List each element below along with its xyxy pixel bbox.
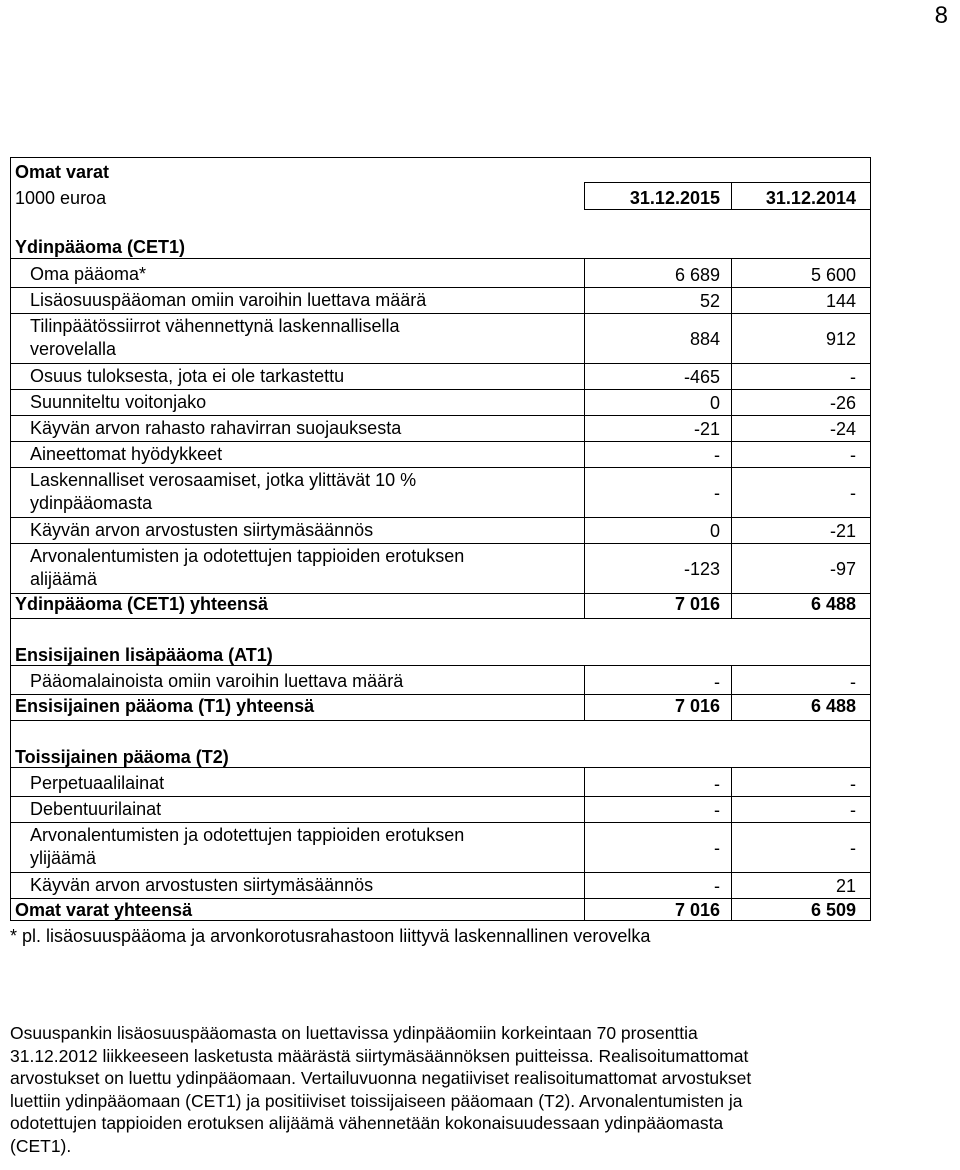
grand-total-value-2015: 7 016: [674, 900, 720, 920]
row-label-continued: alijäämä: [30, 569, 98, 589]
row-label: Laskennalliset verosaamiset, jotka ylittävät 10 %: [30, 470, 417, 490]
table-rule: [10, 822, 871, 823]
row-label-continued: ydinpääomasta: [30, 493, 153, 513]
row-value-2014: -21: [829, 521, 856, 541]
row-label: Käyvän arvon rahasto rahavirran suojauksesta: [30, 418, 402, 438]
row-value-2014: -: [850, 838, 856, 858]
table-rule: [731, 767, 732, 921]
page-number: 8: [934, 2, 948, 29]
row-value-2014: -: [850, 672, 856, 692]
note-line: Osuuspankin lisäosuuspääomasta on luettavissa ydinpääomiin korkeintaan 70 prosenttia: [10, 1023, 698, 1043]
total-value-t1-2014: 6 488: [810, 696, 856, 716]
table-rule: [10, 665, 871, 666]
table-rule: [10, 767, 871, 768]
footnote: * pl. lisäosuuspääoma ja arvonkorotusrahastoon liittyvä laskennallinen verovelka: [10, 926, 651, 946]
table-rule: [731, 258, 732, 618]
note-line: 31.12.2012 liikkeeseen lasketusta määrästä siirtymäsäännöksen puitteissa. Realisoitumattomat: [10, 1045, 749, 1066]
table-rule: [10, 363, 871, 364]
row-value-2015: -: [714, 774, 720, 794]
grand-total-value-2014: 6 509: [810, 900, 856, 920]
section-heading-at1: Ensisijainen lisäpääoma (AT1): [15, 645, 273, 665]
table-rule: [10, 618, 871, 619]
row-value-2014: -: [850, 774, 856, 794]
row-value-2014: -24: [829, 419, 856, 439]
table-rule: [10, 720, 871, 721]
row-value-2014: -: [850, 800, 856, 820]
row-label: Arvonalentumisten ja odotettujen tappioiden erotuksen: [30, 546, 465, 566]
row-label: Pääomalainoista omiin varoihin luettava määrä: [30, 671, 404, 691]
row-label: Oma pääoma*: [30, 264, 147, 284]
table-title: Omat varat: [15, 162, 110, 182]
row-label: Lisäosuuspääoman omiin varoihin luettava määrä: [30, 290, 427, 310]
row-value-2015: -: [714, 876, 720, 896]
section-heading-t2: Toissijainen pääoma (T2): [15, 747, 229, 767]
table-rule: [584, 258, 585, 618]
total-label-cet1: Ydinpääoma (CET1) yhteensä: [15, 594, 269, 614]
row-value-2014: 21: [835, 876, 856, 896]
total-value-t1-2015: 7 016: [674, 696, 720, 716]
row-label: Tilinpäätössiirrot vähennettynä laskennallisella: [30, 316, 400, 336]
row-value-2015: -: [714, 838, 720, 858]
table-rule: [584, 767, 585, 921]
unit-label: 1000 euroa: [15, 188, 107, 208]
row-value-2014: 5 600: [810, 265, 856, 285]
row-label: Perpetuaalilainat: [30, 773, 165, 793]
note-line: luettiin ydinpääomaan (CET1) ja positiiviset toissijaiseen pääomaan (T2). Arvonalentumisten ja: [10, 1090, 743, 1111]
note-line: odotettujen tappioiden erotuksen alijäämä vähennetään kokonaisuudessaan ydinpääomasta: [10, 1113, 724, 1133]
table-rule: [10, 389, 871, 390]
total-label-t1: Ensisijainen pääoma (T1) yhteensä: [15, 696, 315, 716]
row-value-2015: 6 689: [674, 265, 720, 285]
row-label: Aineettomat hyödykkeet: [30, 444, 223, 464]
row-value-2015: -: [714, 445, 720, 465]
row-label-continued: verovelalla: [30, 339, 117, 359]
row-value-2014: 144: [825, 291, 856, 311]
column-header-2015: 31.12.2015: [629, 188, 720, 208]
note-line: (CET1).: [10, 1135, 72, 1156]
grand-total-label: Omat varat yhteensä: [15, 900, 193, 920]
table-rule: [10, 467, 871, 468]
row-value-2015: -123: [683, 559, 720, 579]
section-heading-cet1: Ydinpääoma (CET1): [15, 237, 186, 257]
table-rule: [10, 543, 871, 544]
row-value-2015: 884: [689, 329, 720, 349]
table-rule: [10, 287, 871, 288]
table-rule: [10, 872, 871, 873]
row-value-2015: -: [714, 800, 720, 820]
row-label: Käyvän arvon arvostusten siirtymäsäännös: [30, 875, 374, 895]
row-value-2015: 0: [709, 393, 720, 413]
row-value-2014: -: [850, 367, 856, 387]
total-value-cet1-2014: 6 488: [810, 594, 856, 614]
row-value-2014: -97: [829, 559, 856, 579]
row-label: Arvonalentumisten ja odotettujen tappioiden erotuksen: [30, 825, 465, 845]
table-rule: [10, 415, 871, 416]
table-rule: [10, 441, 871, 442]
row-value-2014: -: [850, 483, 856, 503]
row-value-2014: -: [850, 445, 856, 465]
row-label: Debentuurilainat: [30, 799, 162, 819]
row-label-continued: ylijäämä: [30, 848, 97, 868]
row-value-2015: -: [714, 483, 720, 503]
row-value-2015: -21: [693, 419, 720, 439]
table-rule: [10, 796, 871, 797]
row-value-2015: 0: [709, 521, 720, 541]
row-label: Käyvän arvon arvostusten siirtymäsäännös: [30, 520, 374, 540]
row-value-2015: -465: [683, 367, 720, 387]
row-value-2015: -: [714, 672, 720, 692]
explanatory-note: [10, 1022, 940, 1157]
row-value-2015: 52: [699, 291, 720, 311]
table-rule: [10, 517, 871, 518]
table-rule: [10, 313, 871, 314]
total-value-cet1-2015: 7 016: [674, 594, 720, 614]
table-rule: [10, 258, 871, 259]
row-value-2014: 912: [825, 329, 856, 349]
row-value-2014: -26: [829, 393, 856, 413]
note-line: arvostukset on luettu ydinpääomaan. Vertailuvuonna negatiiviset realisoitumattomat arvostukset: [10, 1068, 752, 1088]
row-label: Suunniteltu voitonjako: [30, 392, 207, 412]
row-label: Osuus tuloksesta, jota ei ole tarkastettu: [30, 366, 345, 386]
column-header-2014: 31.12.2014: [765, 188, 856, 208]
